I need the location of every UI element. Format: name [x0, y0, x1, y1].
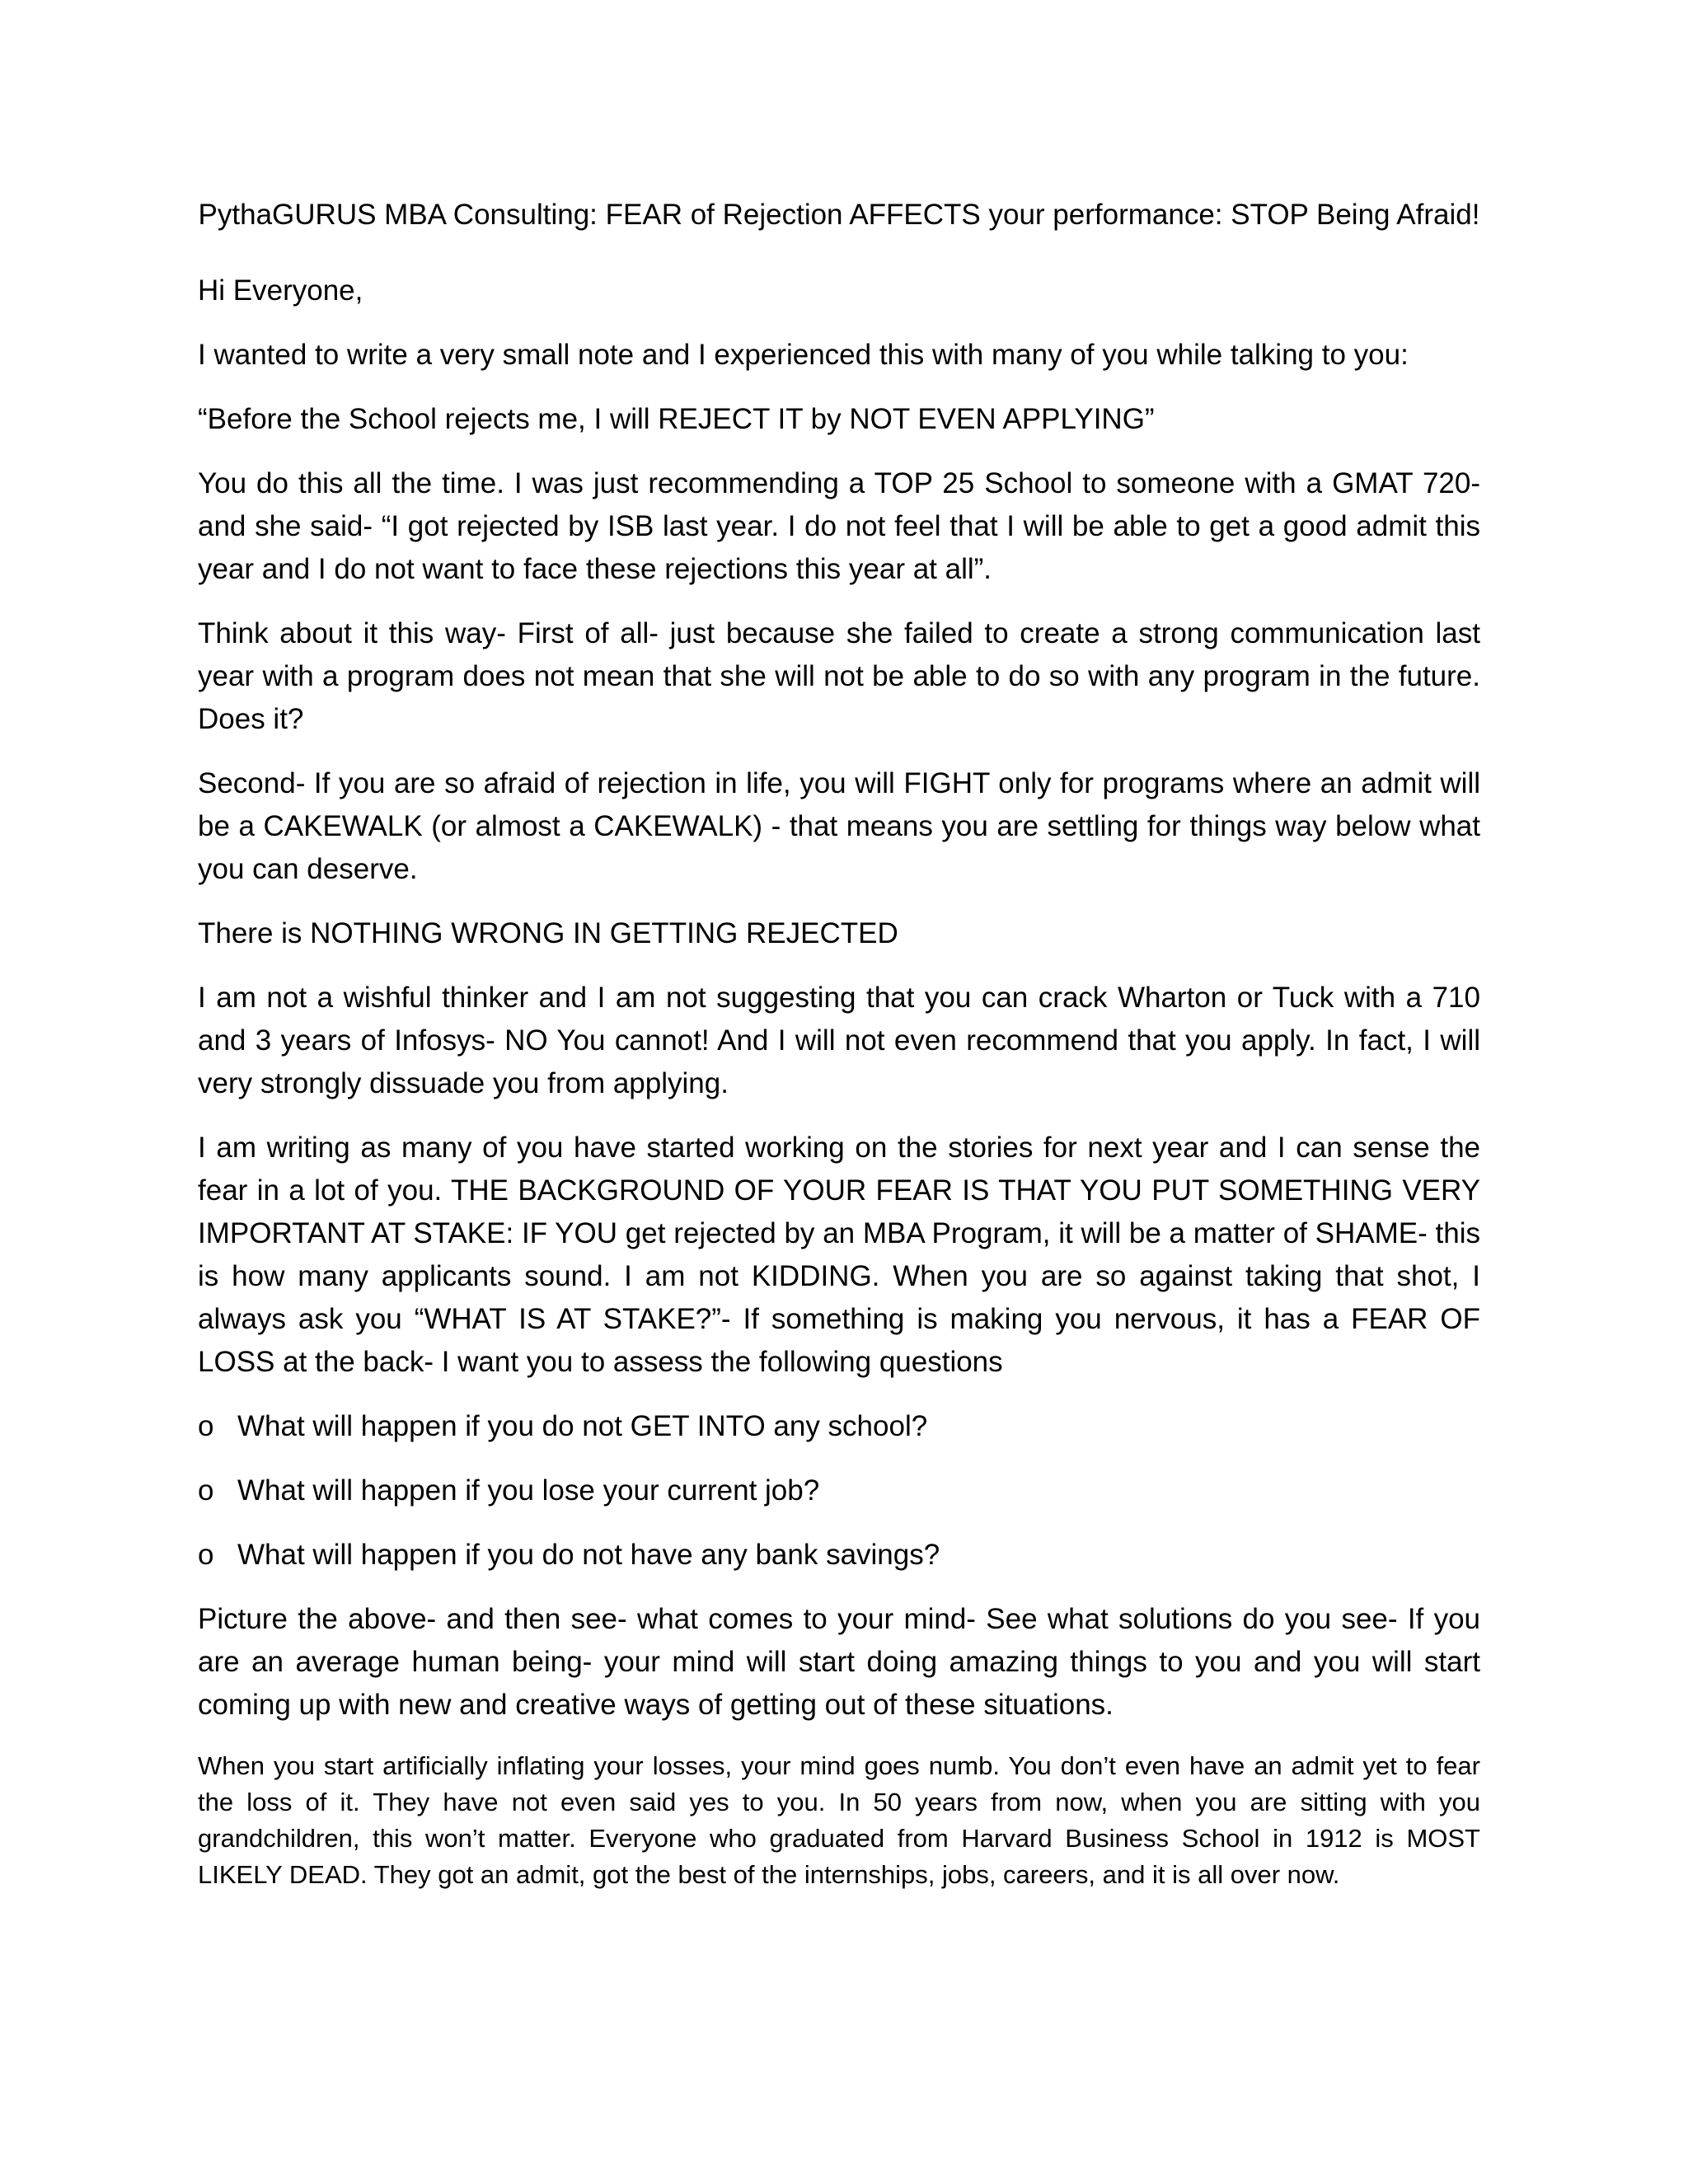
- bullet-marker: o: [198, 1410, 214, 1442]
- list-item: [198, 1405, 1480, 1448]
- example-paragraph: You do this all the time. I was just recommending a TOP 25 School to someone with a GMAT 720- and she said- “I got rejected by ISB last year. I do not feel that I will be able to get a good admit this year and I do not want to face these rejections this year at all”.: [198, 467, 1480, 585]
- first-point-paragraph: Think about it this way- First of all- just because she failed to create a strong communication last year with a program does not mean that she will not be able to do so with any program in the future. Does it?: [198, 617, 1480, 735]
- document-title: PythaGURUS MBA Consulting: FEAR of Rejection AFFECTS your performance: STOP Being Afraid!: [198, 199, 1480, 231]
- list-item: [198, 1469, 1480, 1512]
- closing-paragraph: When you start artificially inflating your losses, your mind goes numb. You don’t even have an admit yet to fear the loss of it. They have not even said yes to you. In 50 years from now, when you are sitting with you grandchildren, this won’t matter. Everyone who graduated from Harvard Business School in 1912 is MOST LIKELY DEAD. They got an admit, got the best of the internships, jobs, careers, and it is all over now.: [198, 1751, 1480, 1889]
- second-point-paragraph: Second- If you are so afraid of rejection in life, you will FIGHT only for programs where an admit will be a CAKEWALK (or almost a CAKEWALK) - that means you are settling for things way below what you can deserve.: [198, 767, 1480, 885]
- document-page: [198, 196, 1480, 1893]
- list-item: [198, 1534, 1480, 1577]
- question-list: [198, 1405, 1480, 1577]
- list-item-text: What will happen if you do not have any bank savings?: [237, 1539, 940, 1571]
- bullet-marker: o: [198, 1539, 214, 1571]
- statement-paragraph: There is NOTHING WRONG IN GETTING REJECTED: [198, 917, 898, 949]
- picture-above-paragraph: Picture the above- and then see- what comes to your mind- See what solutions do you see- If you are an average human being- your mind will start doing amazing things to you and you will start coming up with new and creative ways of getting out of these situations.: [198, 1603, 1480, 1721]
- greeting-paragraph: Hi Everyone,: [198, 274, 363, 307]
- list-item-text: What will happen if you do not GET INTO any school?: [237, 1410, 928, 1442]
- fear-background-paragraph: I am writing as many of you have started working on the stories for next year and I can sense the fear in a lot of you. THE BACKGROUND OF YOUR FEAR IS THAT YOU PUT SOMETHING VERY IMPORTANT AT STAKE: IF YOU get rejected by an MBA Program, it will be a matter of SHAME- this is how many applicants sound. I am not KIDDING. When you are so against taking that shot, I always ask you “WHAT IS AT STAKE?”- If something is making you nervous, it has a FEAR OF LOSS at the back- I want you to assess the following questions: [198, 1132, 1480, 1378]
- list-item-text: What will happen if you lose your current job?: [237, 1474, 820, 1507]
- intro-paragraph: I wanted to write a very small note and I experienced this with many of you while talking to you:: [198, 339, 1409, 371]
- bullet-marker: o: [198, 1474, 214, 1507]
- quote-paragraph: “Before the School rejects me, I will REJECT IT by NOT EVEN APPLYING”: [198, 403, 1155, 435]
- wishful-thinker-paragraph: I am not a wishful thinker and I am not suggesting that you can crack Wharton or Tuck with a 710 and 3 years of Infosys- NO You cannot! And I will not even recommend that you apply. In fact, I will very strongly dissuade you from applying.: [198, 982, 1480, 1099]
